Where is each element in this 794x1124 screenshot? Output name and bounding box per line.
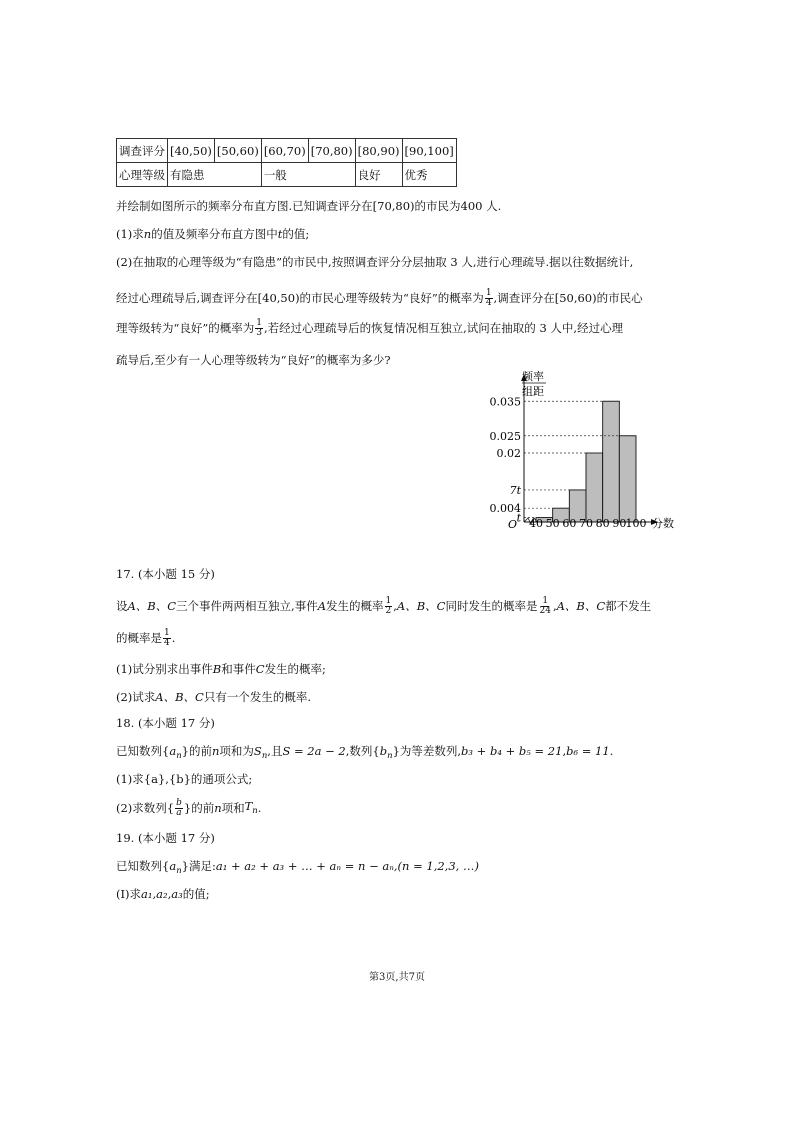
text: 设 (116, 599, 128, 613)
variable: b (379, 744, 388, 758)
q16-part2-line3 (116, 314, 623, 342)
x-tick-label: 80 (595, 517, 610, 530)
text: . (257, 801, 262, 815)
table-row (117, 139, 457, 163)
q16-part1 (116, 226, 309, 242)
q19-line1 (116, 858, 479, 879)
text: 都不发生 (605, 599, 652, 613)
histogram-bar (603, 401, 620, 522)
text: 项和 (221, 801, 245, 815)
q18-heading: 18. (本小题 17 分) (116, 716, 215, 730)
variable: $T_n$ (244, 798, 258, 816)
subscript: n (252, 805, 258, 816)
table-cell: [70,80) (308, 139, 355, 163)
text: 的值及频率分布直方图中 (151, 227, 278, 241)
text: ,数列{ (345, 744, 380, 758)
x-tick-labels (529, 517, 647, 530)
text: . (171, 631, 176, 645)
table-cell: [50,60) (214, 139, 261, 163)
table-cell: 良好 (355, 163, 402, 187)
text: }的前 (181, 744, 212, 758)
x-tick-label: 100 (625, 517, 647, 530)
numerator: b (176, 797, 182, 808)
fraction (175, 799, 183, 818)
variable: n (212, 744, 220, 758)
q17-part2 (116, 689, 311, 705)
q17-line2 (116, 624, 175, 652)
variable: a₁,a₂,a₃ (141, 887, 183, 901)
text: 的概率是 (116, 631, 162, 645)
formula: a₁ + a₂ + a₃ + … + aₙ = n − aₙ,(n = 1,2,3, …) (215, 859, 479, 873)
text: , (562, 744, 567, 758)
text: (2)求数列{ (116, 801, 175, 815)
y-tick-label: 0.004 (489, 502, 521, 516)
text: 的值; (282, 227, 310, 241)
text: . (609, 744, 614, 758)
table-cell: [90,100] (402, 139, 456, 163)
table-row (117, 163, 457, 187)
text: , (393, 599, 397, 613)
q16-intro: 并绘制如图所示的频率分布直方图.已知调查评分在[70,80)的市民为400 人. (116, 199, 502, 213)
table-cell: 调查评分 (117, 139, 168, 163)
q17-part1 (116, 661, 326, 677)
table-cell: [60,70) (261, 139, 308, 163)
text: 发生的概率 (326, 599, 384, 613)
denominator: 3 (256, 327, 262, 338)
variable: n (143, 227, 152, 241)
y-tick-label: 7t (509, 483, 521, 497)
text: , (552, 599, 557, 613)
variable: n (214, 801, 222, 815)
y-tick-label: 0.035 (489, 395, 521, 409)
denominator: 4 (485, 297, 492, 308)
table-cell: 心理等级 (117, 163, 168, 187)
variable: a (169, 859, 177, 873)
subscript: n (261, 751, 268, 761)
text: ,调查评分在[50,60)的市民心 (493, 291, 643, 305)
q16-part2-line2 (116, 284, 643, 312)
text: }为等差数列, (392, 744, 462, 758)
formula: b₃ + b₄ + b₅ = 21 (461, 744, 563, 758)
text: ,若经过心理疏导后的恢复情况相互独立,试问在抽取的 3 人中,经过心理 (264, 321, 624, 335)
text: 发生的概率; (264, 662, 326, 676)
text: 的值; (182, 887, 210, 901)
variable: A、B、C (127, 599, 177, 613)
origin-label: O (508, 518, 518, 531)
q19-heading: 19. (本小题 17 分) (116, 831, 215, 845)
text: }满足: (181, 859, 216, 873)
grade-table (116, 138, 457, 187)
text: 项和为 (219, 744, 254, 758)
table-cell: 优秀 (402, 163, 456, 187)
denominator: 2 (385, 605, 392, 616)
table-cell: [40,50) (168, 139, 215, 163)
text: }的前 (183, 801, 215, 815)
x-tick-label: 50 (545, 517, 560, 530)
frequency-histogram (489, 366, 690, 536)
subscript: n (176, 866, 182, 876)
text: 经过心理疏导后,调查评分在[40,50)的市民心理等级转为“良好”的概率为 (116, 291, 484, 305)
text: 理等级转为“良好”的概率为 (116, 321, 255, 335)
q17-line1 (116, 592, 651, 620)
text: (1)求 (116, 227, 144, 241)
formula: b₆ = 11 (566, 744, 610, 758)
histogram-bar (619, 436, 636, 522)
xlabel: 分数 (652, 517, 674, 530)
x-tick-label: 70 (579, 517, 593, 530)
variable: A、B、C (396, 599, 446, 613)
table-cell: 一般 (261, 163, 355, 187)
fraction (485, 289, 493, 308)
text: 和事件 (221, 662, 256, 676)
histogram-bar (586, 453, 603, 522)
variable: a (169, 744, 177, 758)
fraction (385, 597, 393, 616)
variable: t (277, 227, 283, 241)
table-cell: [80,90) (355, 139, 402, 163)
formula: S = 2a − 2 (282, 744, 346, 758)
subscript: n (387, 751, 393, 761)
x-tick-label: 90 (612, 517, 627, 530)
variable: A、B、C (556, 599, 606, 613)
variable: B (212, 662, 222, 676)
page-footer: 第3页,共7页 (369, 972, 425, 983)
q16-part2-line1: (2)在抽取的心理等级为“有隐患”的市民中,按照调查评分分层抽取 3 人,进行心理疏导.据以往数据统计, (116, 255, 634, 269)
denominator: 24 (539, 605, 551, 616)
text: 已知数列{ (116, 859, 170, 873)
y-tick-label: 0.02 (496, 447, 521, 460)
text: (I)求 (116, 887, 142, 901)
q18-line1 (116, 743, 613, 764)
q17-heading: 17. (本小题 15 分) (116, 567, 215, 581)
fraction (538, 597, 551, 616)
variable: C (255, 662, 265, 676)
text: 三个事件两两相互独立,事件 (176, 599, 318, 613)
q16-part2-line4: 疏导后,至少有一人心理等级转为“良好”的概率为多少? (116, 353, 391, 367)
variable: S (253, 744, 262, 758)
y-tick-label: t (516, 511, 521, 525)
q19-part1 (116, 886, 210, 902)
x-tick-label: 60 (562, 517, 577, 530)
y-tick-labels (490, 395, 522, 524)
table-cell: 有隐患 (168, 163, 262, 187)
y-tick-label: 0.025 (489, 429, 521, 443)
fraction (163, 629, 171, 648)
text: 只有一个发生的概率. (203, 690, 312, 704)
variable: A (317, 599, 327, 613)
q18-part2 (116, 794, 261, 822)
text: (2)试求 (116, 690, 156, 704)
text: (1)试分别求出事件 (116, 662, 213, 676)
denominator: a (176, 807, 182, 818)
numerator: 1 (485, 287, 492, 298)
text: ,且 (267, 744, 283, 758)
text: 同时发生的概率是 (445, 599, 538, 613)
numerator: 1 (542, 595, 549, 606)
subscript: n (176, 751, 182, 761)
variable: A、B、C (155, 690, 204, 704)
numerator: 1 (256, 317, 262, 328)
histogram-bars (536, 401, 636, 522)
q18-part1: (1)求{a},{b}的通项公式; (116, 772, 253, 786)
ylabel-top: 频率 (522, 370, 544, 383)
numerator: 1 (164, 627, 170, 638)
numerator: 1 (385, 595, 392, 606)
ylabel-bottom: 组距 (522, 385, 544, 398)
x-tick-label: 40 (529, 517, 543, 530)
text: 已知数列{ (116, 744, 170, 758)
fraction (255, 319, 263, 338)
denominator: 4 (164, 637, 170, 648)
